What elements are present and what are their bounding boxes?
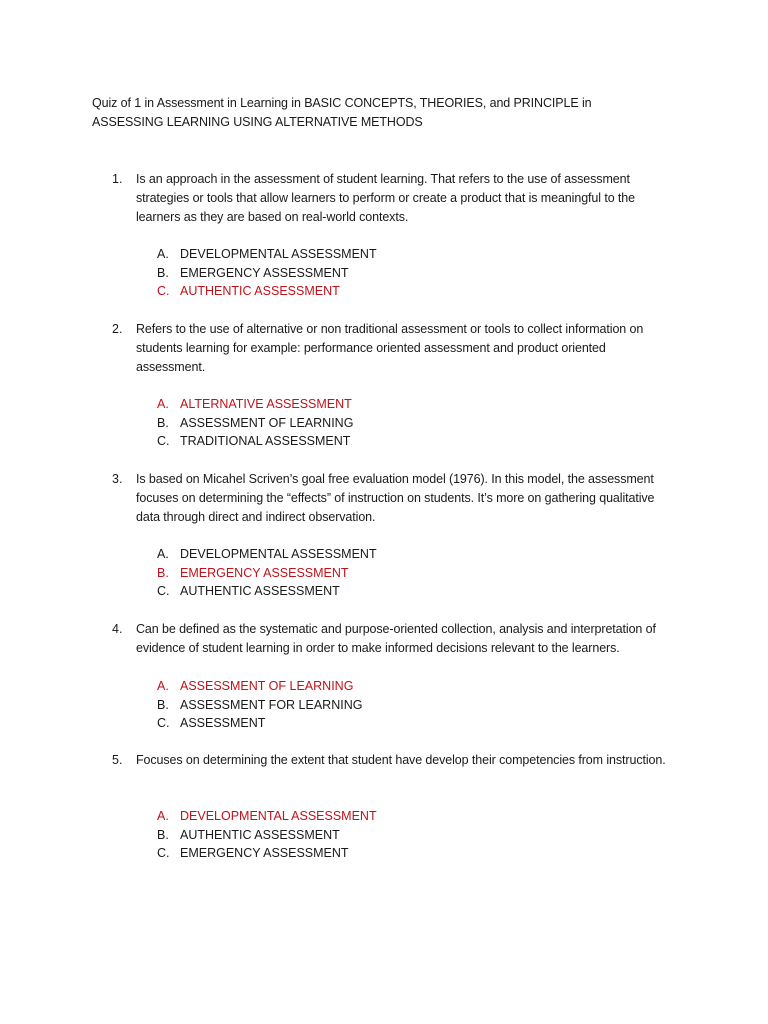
answer-options — [157, 677, 557, 733]
option-a — [157, 677, 557, 696]
option-letter: B. — [157, 697, 169, 712]
option-b — [157, 414, 557, 433]
question-text: Refers to the use of alternative or non traditional assessment or tools to collect information on students learning for example: performance oriented assessment and product oriented assessment. — [136, 322, 644, 374]
answer-options — [157, 245, 557, 301]
option-c — [157, 714, 557, 733]
option-text: AUTHENTIC ASSESSMENT — [180, 584, 340, 599]
option-a — [157, 545, 557, 564]
option-letter: B. — [157, 827, 169, 842]
question-text: Can be defined as the systematic and purpose-oriented collection, analysis and interpretation of evidence of student learning in order to make informed decisions relevant to the learners. — [136, 622, 656, 655]
question-number: 3. — [112, 472, 123, 486]
question-text: Is based on Micahel Scriven’s goal free evaluation model (1976). In this model, the assessment focuses on determining the “effects” of instruction on students. It’s more on gathering qualitative data through direct and indirect observation. — [136, 472, 655, 524]
option-b — [157, 696, 557, 715]
option-text: ALTERNATIVE ASSESSMENT — [180, 397, 352, 411]
option-b — [157, 264, 557, 283]
option-a — [157, 395, 557, 414]
option-a — [157, 245, 557, 264]
option-text: DEVELOPMENTAL ASSESSMENT — [180, 247, 377, 261]
option-b — [157, 826, 557, 845]
option-text: EMERGENCY ASSESSMENT — [180, 846, 349, 861]
option-text: AUTHENTIC ASSESSMENT — [180, 284, 340, 299]
option-text: DEVELOPMENTAL ASSESSMENT — [180, 809, 377, 823]
option-letter: B. — [157, 565, 169, 580]
option-letter: B. — [157, 415, 169, 430]
option-text: ASSESSMENT OF LEARNING — [180, 679, 354, 693]
quiz-title: Quiz of 1 in Assessment in Learning in BASIC CONCEPTS, THEORIES, and PRINCIPLE in ASSESSING LEARNING USING ALTERNATIVE METHODS — [92, 96, 592, 129]
option-text: TRADITIONAL ASSESSMENT — [180, 434, 351, 449]
option-letter: A. — [157, 809, 169, 823]
question-number: 4. — [112, 622, 123, 636]
option-text: AUTHENTIC ASSESSMENT — [180, 827, 340, 842]
option-a — [157, 807, 557, 826]
option-text: DEVELOPMENTAL ASSESSMENT — [180, 547, 377, 561]
option-text: ASSESSMENT FOR LEARNING — [180, 697, 363, 712]
answer-options — [157, 395, 557, 451]
option-text: EMERGENCY ASSESSMENT — [180, 265, 349, 280]
option-c — [157, 282, 557, 301]
answer-options — [157, 545, 557, 601]
option-text: EMERGENCY ASSESSMENT — [180, 565, 349, 580]
option-letter: A. — [157, 247, 169, 261]
option-letter: C. — [157, 716, 170, 731]
option-letter: A. — [157, 397, 169, 411]
option-c — [157, 582, 557, 601]
option-letter: C. — [157, 434, 170, 449]
option-letter: C. — [157, 846, 170, 861]
question-number: 2. — [112, 322, 123, 336]
option-letter: C. — [157, 584, 170, 599]
option-c — [157, 432, 557, 451]
option-text: ASSESSMENT OF LEARNING — [180, 415, 354, 430]
option-letter: A. — [157, 679, 169, 693]
option-letter: B. — [157, 265, 169, 280]
option-c — [157, 844, 557, 863]
question-text: Is an approach in the assessment of student learning. That refers to the use of assessment strategies or tools that allow learners to perform or create a product that is meaningful to the learners as they are based on real-world contexts. — [136, 172, 635, 224]
option-text: ASSESSMENT — [180, 716, 266, 731]
question-number: 1. — [112, 172, 123, 186]
option-b — [157, 564, 557, 583]
answer-options — [157, 807, 557, 863]
option-letter: A. — [157, 547, 169, 561]
option-letter: C. — [157, 284, 170, 299]
question-text: Focuses on determining the extent that student have develop their competencies from instruction. — [136, 753, 666, 767]
question-number: 5. — [112, 753, 123, 767]
